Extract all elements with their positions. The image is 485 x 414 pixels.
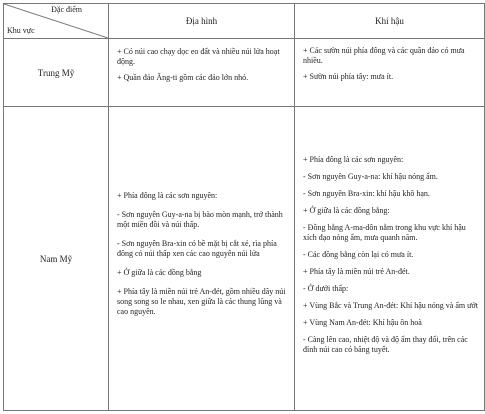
corner-header-cell [4,4,109,39]
table-row [4,107,485,411]
comparison-table [3,3,485,411]
corner-top-label: Đặc điểm [51,5,82,14]
climate-line: + Ở giữa là các đồng bằng: [303,206,390,215]
terrain-line: + Quần đảo Ăng-ti gồm các đảo lớn nhỏ. [117,73,249,82]
terrain-line: - Sơn nguyên Bra-xin có bề mặt bị cắt xẻ, rìa phía đông có núi thấp xen các cao nguyên núi lửa [117,239,277,258]
climate-line: + Vùng Bắc và Trung An-đét: Khí hậu nóng và ẩm ướt [303,301,478,310]
terrain-line: + Có núi cao chạy dọc eo đất và nhiều núi lửa hoạt động. [117,47,280,66]
climate-line: - Sơn nguyên Guy-a-na: khí hậu nóng ẩm. [303,172,438,181]
region-cell: Trung Mỹ [4,39,109,107]
terrain-header: Địa hình [109,4,295,39]
climate-cell [295,107,485,411]
terrain-line: + Phía tây là miền núi trẻ An-đét, gồm nhiều dãy núi song song so le nhau, xen giữa là các thung lũng và cao nguyên. [117,287,286,316]
climate-line: + Sườn núi phía tây: mưa ít. [303,72,394,81]
climate-line: - Sơn nguyên Bra-xin: khí hậu khô hạn. [303,189,430,198]
terrain-cell [109,39,295,107]
climate-header: Khí hậu [295,4,485,39]
climate-line: - Càng lên cao, nhiệt độ và độ ẩm thay đổi, trên các đỉnh núi cao có băng tuyết. [303,335,468,354]
climate-line: + Vùng Nam An-đét: Khí hậu ôn hoà [303,318,422,327]
climate-line: - Các đồng bằng còn lại có mưa ít. [303,250,414,259]
terrain-line: + Phía đông là các sơn nguyên: [117,191,218,200]
climate-line: + Các sườn núi phía đông và các quần đảo có mưa nhiều. [303,46,465,65]
region-cell: Nam Mỹ [4,107,109,411]
corner-bottom-label: Khu vực [7,26,35,35]
climate-line: + Phía đông là các sơn nguyên: [303,155,404,164]
terrain-line: - Sơn nguyên Guy-a-na bị bào mòn mạnh, trở thành một miền đồi và núi thấp. [117,210,283,229]
terrain-line: + Ở giữa là các đồng bằng [117,268,202,277]
header-row [4,4,485,39]
climate-cell [295,39,485,107]
table-row [4,39,485,107]
climate-line: - Đồng bằng A-ma-dôn nằm trong khu vực khí hậu xích đạo nóng ẩm, mưa quanh năm. [303,223,466,242]
climate-line: + Phía tây là miền núi trẻ An-đét. [303,267,410,276]
climate-line: - Ở dưới thấp: [303,284,349,293]
terrain-cell [109,107,295,411]
